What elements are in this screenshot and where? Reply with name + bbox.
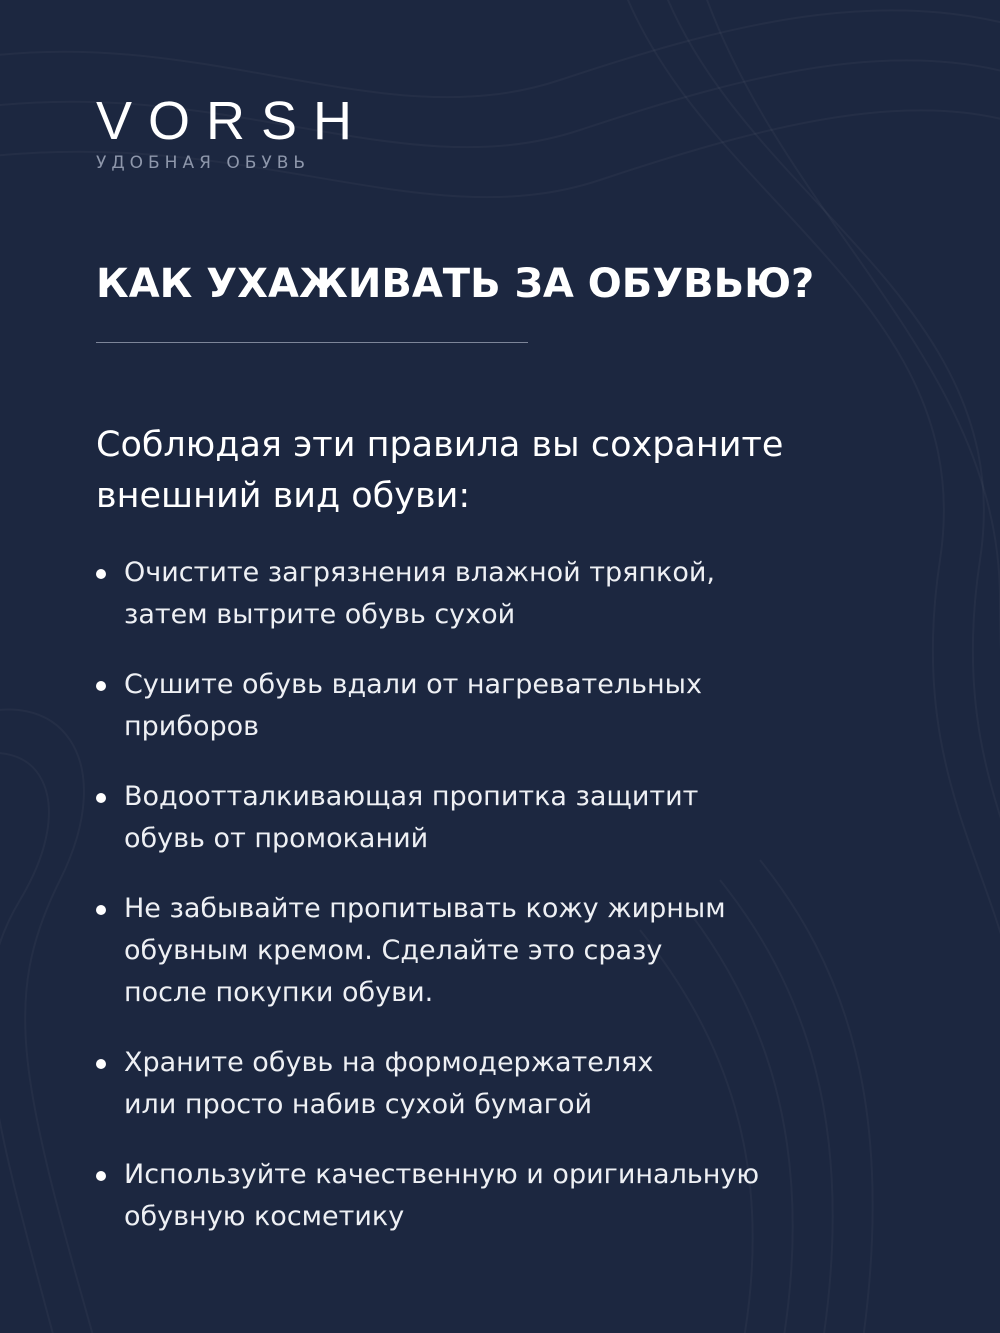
bullet-icon [96,1171,106,1181]
tip-text: Сушите обувь вдали от нагревательных приборов [124,669,702,742]
list-item [96,1154,956,1238]
bullet-icon [96,793,106,803]
intro-text: Соблюдая эти правила вы сохраните внешний вид обуви: [96,425,784,516]
list-item [96,776,956,860]
bullet-icon [96,681,106,691]
tip-text: Используйте качественную и оригинальную обувную косметику [124,1159,760,1232]
title-divider [96,342,528,343]
tip-text: Не забывайте пропитывать кожу жирным обувным кремом. Сделайте это сразу после покупки обуви. [124,893,726,1008]
list-item [96,664,956,748]
list-item [96,1042,956,1126]
care-tips-list [96,552,956,1266]
list-item [96,552,956,636]
tip-text: Водоотталкивающая пропитка защитит обувь от промоканий [124,781,699,854]
list-item [96,888,956,1014]
bullet-icon [96,1059,106,1069]
tip-text: Очистите загрязнения влажной тряпкой, затем вытрите обувь сухой [124,557,715,630]
brand-name: VORSH [96,91,369,151]
brand-tagline: УДОБНАЯ ОБУВЬ [96,153,311,173]
brand-logo [96,92,368,174]
tip-text: Храните обувь на формодержателях или просто набив сухой бумагой [124,1047,654,1120]
page-title: КАК УХАЖИВАТЬ ЗА ОБУВЬЮ? [96,261,815,307]
bullet-icon [96,905,106,915]
bullet-icon [96,569,106,579]
